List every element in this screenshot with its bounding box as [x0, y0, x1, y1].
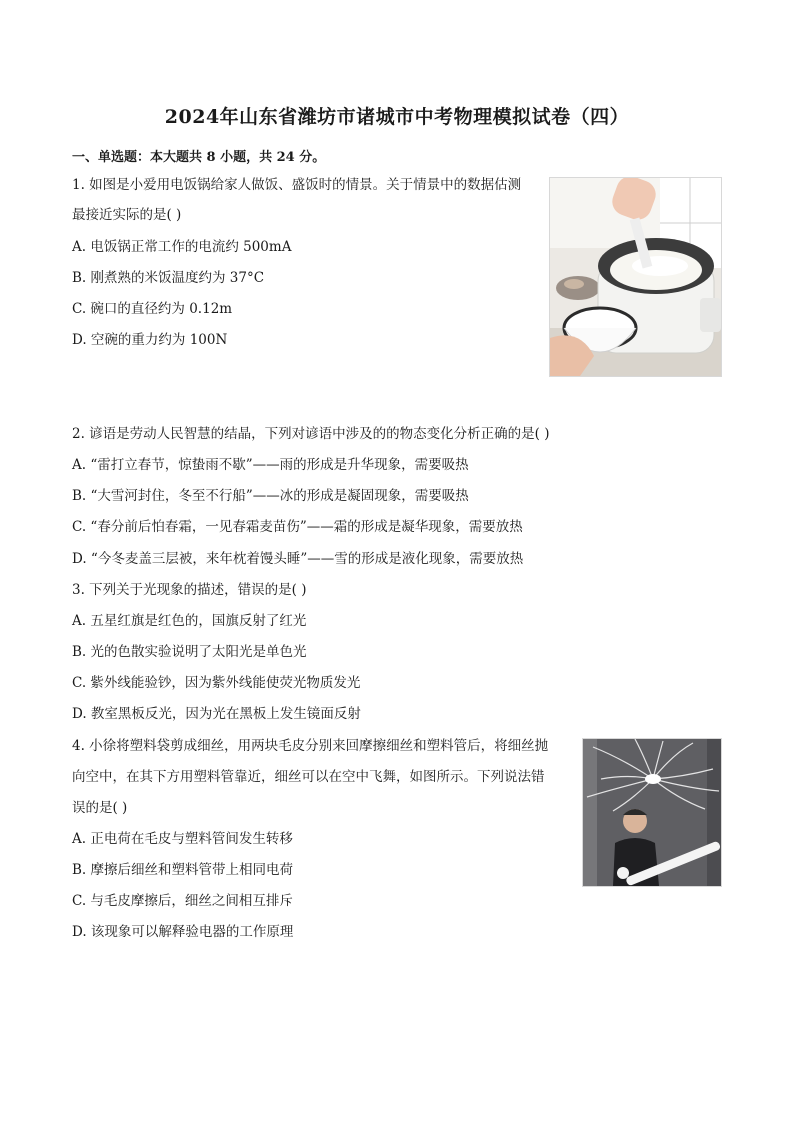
section-heading: 一、单选题：本大题共 8 小题，共 24 分。	[72, 150, 326, 165]
question-stem: 向空中，在其下方用塑料管靠近，细丝可以在空中飞舞，如图所示。下列说法错	[72, 769, 545, 785]
question-stem: 4. 小徐将塑料袋剪成细丝，用两块毛皮分别来回摩擦细丝和塑料管后，将细丝抛	[72, 738, 549, 754]
plastic-strands-photo	[582, 738, 722, 887]
option-a: A. 正电荷在毛皮与塑料管间发生转移	[72, 831, 293, 847]
option-c: C. “春分前后怕春霜，一见春霜麦苗伤”——霜的形成是凝华现象，需要放热	[72, 519, 523, 535]
option-b: B. 光的色散实验说明了太阳光是单色光	[72, 644, 307, 660]
option-d: D. 空碗的重力约为 100N	[72, 332, 228, 348]
question-stem: 2. 谚语是劳动人民智慧的结晶，下列对谚语中涉及的的物态变化分析正确的是( )	[72, 426, 550, 442]
option-b: B. 摩擦后细丝和塑料管带上相同电荷	[72, 862, 294, 878]
option-a: A. 电饭锅正常工作的电流约 500mA	[72, 239, 292, 255]
question-stem: 1. 如图是小爱用电饭锅给家人做饭、盛饭时的情景。关于情景中的数据估测	[72, 177, 522, 193]
option-b: B. 刚煮熟的米饭温度约为 37°C	[72, 270, 265, 286]
option-b: B. “大雪河封住，冬至不行船”——冰的形成是凝固现象，需要吸热	[72, 488, 469, 504]
option-d: D. 该现象可以解释验电器的工作原理	[72, 924, 294, 940]
option-a: A. “雷打立春节，惊蛰雨不歇”——雨的形成是升华现象，需要吸热	[72, 457, 469, 473]
option-c: C. 紫外线能验钞，因为紫外线能使荧光物质发光	[72, 675, 361, 691]
rice-cooker-photo	[549, 177, 722, 377]
option-d: D. 教室黑板反光，因为光在黑板上发生镜面反射	[72, 706, 361, 722]
option-d: D. “今冬麦盖三层被，来年枕着馒头睡”——雪的形成是液化现象，需要放热	[72, 551, 524, 567]
option-a: A. 五星红旗是红色的，国旗反射了红光	[72, 613, 307, 629]
page-title: 2024年山东省潍坊市诸城市中考物理模拟试卷（四）	[164, 106, 630, 128]
option-c: C. 碗口的直径约为 0.12m	[72, 301, 233, 317]
question-stem: 3. 下列关于光现象的描述，错误的是( )	[72, 582, 307, 598]
option-c: C. 与毛皮摩擦后，细丝之间相互排斥	[72, 893, 293, 909]
question-stem: 误的是( )	[72, 800, 128, 816]
question-stem: 最接近实际的是( )	[72, 207, 182, 223]
